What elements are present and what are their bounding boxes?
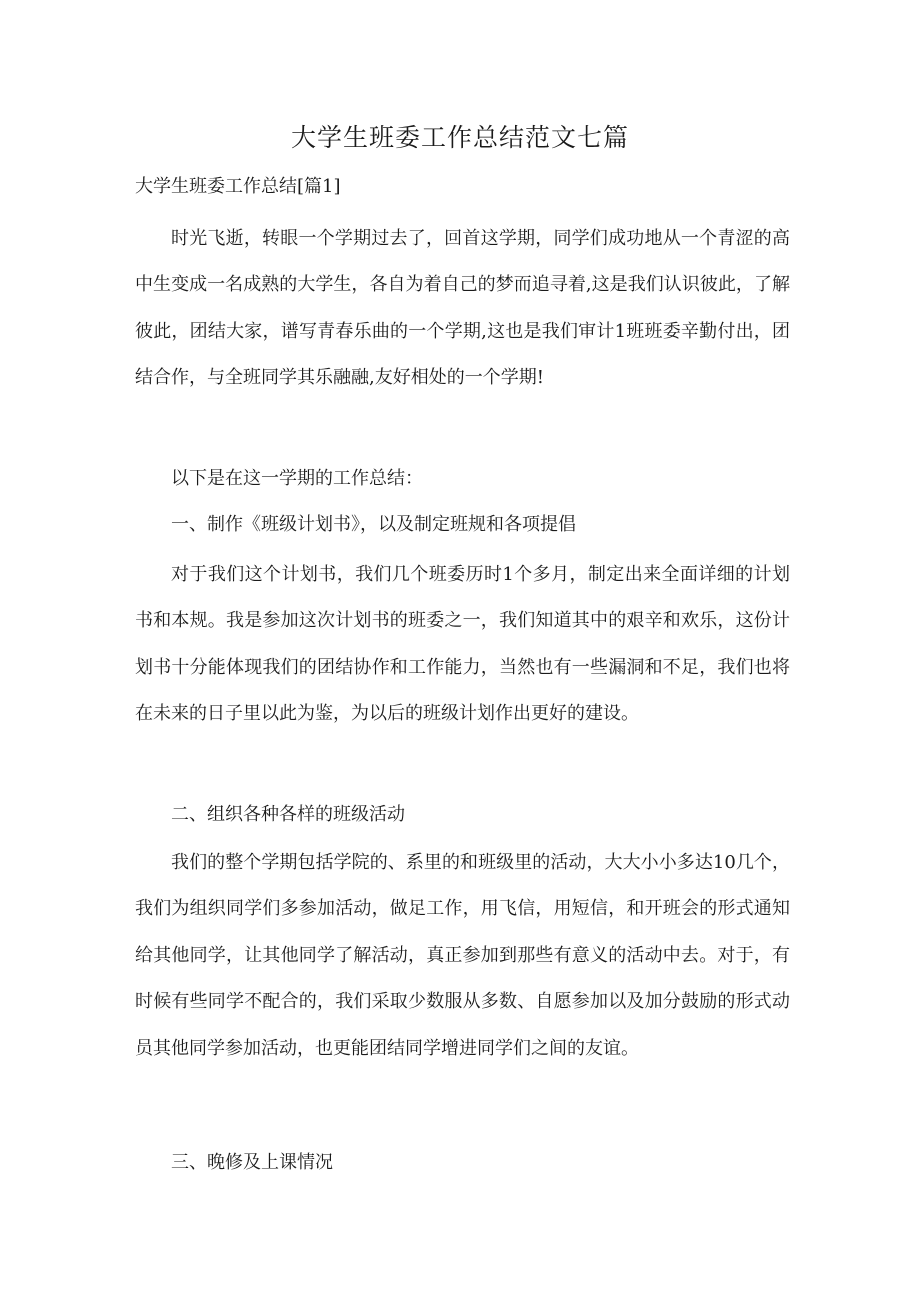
paragraph-plan: 对于我们这个计划书，我们几个班委历时1个多月，制定出来全面详细的计划书和本规。我是参加这次计划书的班委之一，我们知道其中的艰辛和欢乐，这份计划书十分能体现我们的团结协作和工作能力，当然也有一些漏洞和不足，我们也将在未来的日子里以此为鉴，为以后的班级计划作出更好的建设。 [135,564,790,725]
section-heading: 大学生班委工作总结[篇1] [135,176,341,197]
subheading-plan: 一、制作《班级计划书》，以及制定班规和各项提倡 [171,514,576,535]
paragraph-activities: 我们的整个学期包括学院的、系里的和班级里的活动，大大小小多达10几个，我们为组织同学们多参加活动，做足工作，用飞信，用短信，和开班会的形式通知给其他同学，让其他同学了解活动，真正参加到那些有意义的活动中去。对于，有时候有些同学不配合的，我们采取少数服从多数、自愿参加以及加分鼓励的形式动员其他同学参加活动，也更能团结同学增进同学们之间的友谊。 [135,852,790,1059]
paragraph-intro: 时光飞逝，转眼一个学期过去了，回首这学期，同学们成功地从一个青涩的高中生变成一名成熟的大学生，各自为着自己的梦而追寻着,这是我们认识彼此，了解彼此，团结大家，谱写青春乐曲的一个学期,这也是我们审计1班班委辛勤付出，团结合作，与全班同学其乐融融,友好相处的一个学期! [135,228,790,389]
subheading-evening-study: 三、晚修及上课情况 [171,1152,333,1173]
paragraph-summary-lead: 以下是在这一学期的工作总结： [171,468,423,489]
document-title: 大学生班委工作总结范文七篇 [290,123,629,152]
subheading-activities: 二、组织各种各样的班级活动 [171,804,405,825]
